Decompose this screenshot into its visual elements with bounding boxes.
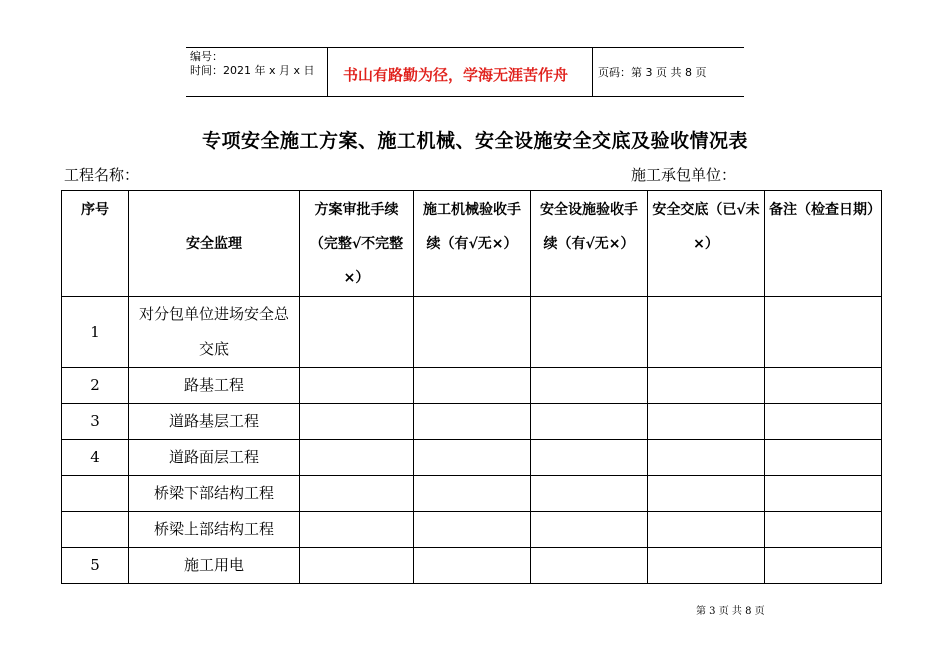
cell-facility-acceptance[interactable] [531,297,648,368]
contractor-label: 施工承包单位： [631,166,737,184]
cell-plan-approval[interactable] [300,368,414,404]
row-number [62,476,129,512]
row-number [62,512,129,548]
cell-facility-acceptance[interactable] [531,404,648,440]
cell-plan-approval[interactable] [300,476,414,512]
cell-facility-acceptance[interactable] [531,548,648,584]
cell-briefing[interactable] [648,404,765,440]
row-number: 5 [62,548,129,584]
header-top-rule [186,47,744,48]
col-header-supervision: 安全监理 [129,191,300,297]
row-number: 3 [62,404,129,440]
col-header-briefing: 安全交底（已√未×） [648,191,765,297]
table-header-row [62,191,882,297]
header-bottom-rule [186,96,744,97]
row-item: 道路基层工程 [129,404,300,440]
row-item: 路基工程 [129,368,300,404]
inspection-table [61,190,882,584]
row-item: 桥梁上部结构工程 [129,512,300,548]
col-header-remarks: 备注（检查日期） [765,191,882,297]
cell-facility-acceptance[interactable] [531,368,648,404]
cell-machine-acceptance[interactable] [414,548,531,584]
cell-facility-acceptance[interactable] [531,476,648,512]
cell-remarks[interactable] [765,548,882,584]
cell-remarks[interactable] [765,440,882,476]
row-number: 1 [62,297,129,368]
cell-remarks[interactable] [765,368,882,404]
table-row [62,297,882,368]
page-info: 页码：第 3 页 共 8 页 [598,66,707,79]
project-name-label: 工程名称： [64,166,140,184]
cell-machine-acceptance[interactable] [414,404,531,440]
cell-plan-approval[interactable] [300,548,414,584]
time-label: 时间：2021 年 x 月 x 日 [190,64,315,77]
cell-machine-acceptance[interactable] [414,512,531,548]
cell-facility-acceptance[interactable] [531,512,648,548]
table-row [62,440,882,476]
table-row [62,404,882,440]
table-row [62,368,882,404]
cell-plan-approval[interactable] [300,440,414,476]
row-item: 对分包单位进场安全总交底 [129,297,300,368]
header-divider-right [592,47,593,97]
page-footer: 第 3 页 共 8 页 [696,606,765,617]
motto-text: 书山有路勤为径，学海无涯苦作舟 [343,66,569,84]
row-item: 施工用电 [129,548,300,584]
cell-briefing[interactable] [648,512,765,548]
cell-remarks[interactable] [765,512,882,548]
cell-machine-acceptance[interactable] [414,440,531,476]
col-header-facility-acceptance: 安全设施验收手续（有√无×） [531,191,648,297]
row-item: 道路面层工程 [129,440,300,476]
cell-briefing[interactable] [648,548,765,584]
col-header-plan-approval: 方案审批手续（完整√不完整×） [300,191,414,297]
row-number: 4 [62,440,129,476]
cell-plan-approval[interactable] [300,297,414,368]
col-header-no: 序号 [62,191,129,297]
col-header-machine-acceptance: 施工机械验收手续（有√无×） [414,191,531,297]
table-row [62,476,882,512]
cell-plan-approval[interactable] [300,512,414,548]
row-item: 桥梁下部结构工程 [129,476,300,512]
cell-machine-acceptance[interactable] [414,297,531,368]
cell-briefing[interactable] [648,476,765,512]
cell-facility-acceptance[interactable] [531,440,648,476]
cell-remarks[interactable] [765,404,882,440]
cell-machine-acceptance[interactable] [414,476,531,512]
table-row [62,512,882,548]
table-row [62,548,882,584]
serial-label: 编号： [190,50,223,63]
cell-remarks[interactable] [765,297,882,368]
page-title: 专项安全施工方案、施工机械、安全设施安全交底及验收情况表 [201,130,748,152]
row-number: 2 [62,368,129,404]
cell-machine-acceptance[interactable] [414,368,531,404]
cell-plan-approval[interactable] [300,404,414,440]
cell-briefing[interactable] [648,440,765,476]
cell-remarks[interactable] [765,476,882,512]
cell-briefing[interactable] [648,297,765,368]
header-divider-left [327,47,328,97]
cell-briefing[interactable] [648,368,765,404]
